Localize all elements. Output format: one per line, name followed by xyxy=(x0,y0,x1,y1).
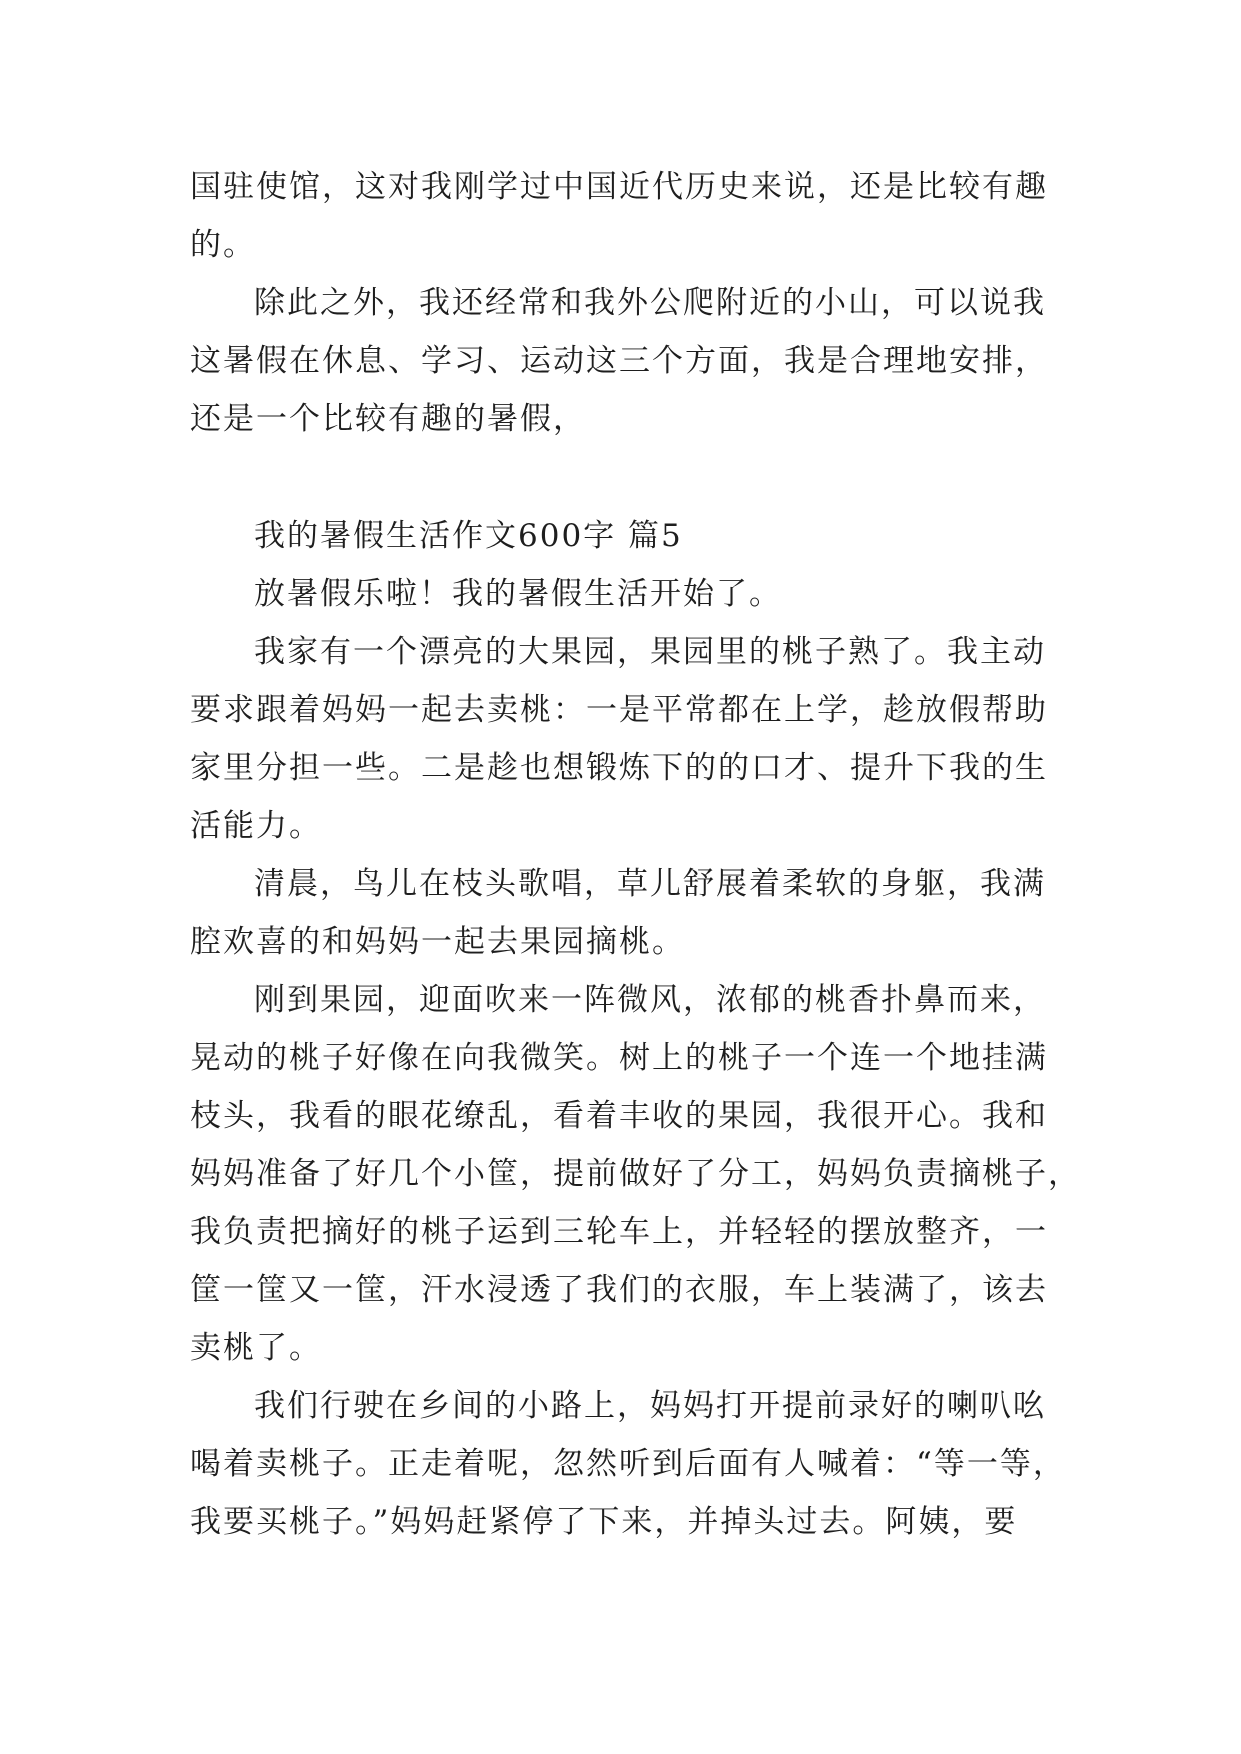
text-line: 这暑假在休息、学习、运动这三个方面，我是合理地安排， xyxy=(190,343,1048,379)
text-line: 还是一个比较有趣的暑假， xyxy=(190,401,586,437)
text-line: 国驻使馆，这对我刚学过中国近代历史来说，还是比较有趣 xyxy=(190,169,1048,205)
text-line: 我负责把摘好的桃子运到三轮车上，并轻轻的摆放整齐，一 xyxy=(190,1214,1048,1250)
text-line: 我要买桃子。”妈妈赶紧停了下来，并掉头过去。阿姨，要 xyxy=(190,1504,1018,1540)
text-line: 喝着卖桃子。正走着呢，忽然听到后面有人喊着：“等一等， xyxy=(190,1446,1066,1482)
text-line: 妈妈准备了好几个小筐，提前做好了分工，妈妈负责摘桃子， xyxy=(190,1156,1081,1192)
text-line: 的。 xyxy=(190,227,256,263)
section-heading: 我的暑假生活作文600字 篇5 xyxy=(254,518,683,554)
text-line: 家里分担一些。二是趁也想锻炼下的的口才、提升下我的生 xyxy=(190,750,1048,786)
text-line: 要求跟着妈妈一起去卖桃：一是平常都在上学，趁放假帮助 xyxy=(190,692,1048,728)
text-line: 筐一筐又一筐，汗水浸透了我们的衣服，车上装满了，该去 xyxy=(190,1272,1048,1308)
paragraph-first-line: 我们行驶在乡间的小路上，妈妈打开提前录好的喇叭吆 xyxy=(254,1388,1046,1424)
text-line: 卖桃了。 xyxy=(190,1330,322,1366)
paragraph-first-line: 清晨，鸟儿在枝头歌唱，草儿舒展着柔软的身躯，我满 xyxy=(254,866,1046,902)
text-line: 枝头，我看的眼花缭乱，看着丰收的果园，我很开心。我和 xyxy=(190,1098,1048,1134)
text-line: 活能力。 xyxy=(190,808,322,844)
text-line: 腔欢喜的和妈妈一起去果园摘桃。 xyxy=(190,924,685,960)
paragraph-first-line: 我家有一个漂亮的大果园，果园里的桃子熟了。我主动 xyxy=(254,634,1046,670)
paragraph-first-line: 除此之外，我还经常和我外公爬附近的小山，可以说我 xyxy=(254,285,1046,321)
text-line: 晃动的桃子好像在向我微笑。树上的桃子一个连一个地挂满 xyxy=(190,1040,1048,1076)
paragraph-first-line: 放暑假乐啦！我的暑假生活开始了。 xyxy=(254,576,782,612)
paragraph-first-line: 刚到果园，迎面吹来一阵微风，浓郁的桃香扑鼻而来， xyxy=(254,982,1046,1018)
